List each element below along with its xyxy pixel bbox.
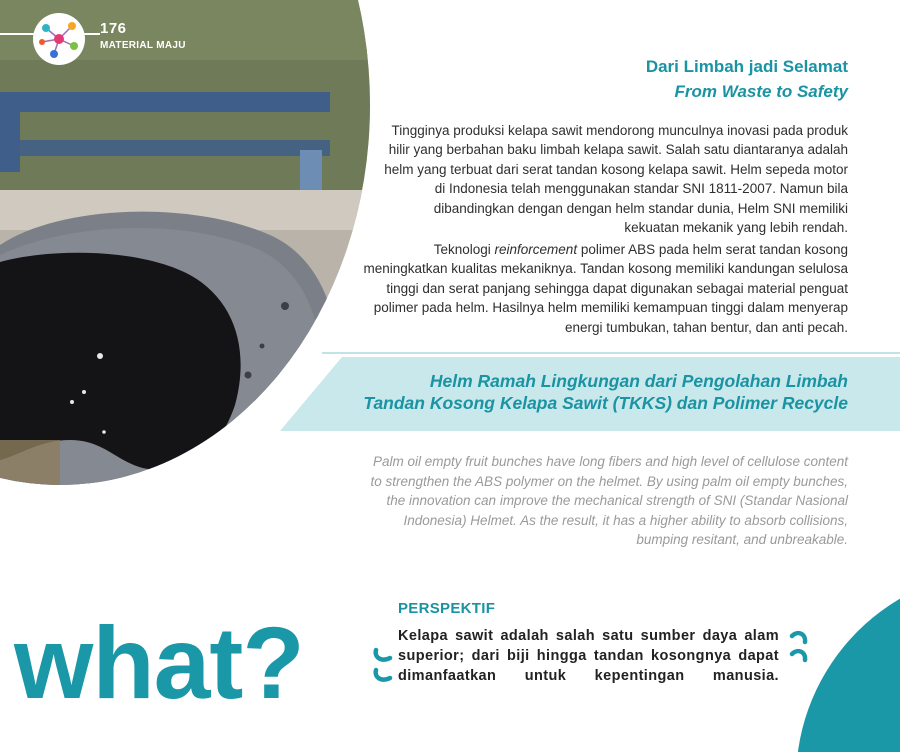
paragraph-2-emphasis: reinforcement bbox=[494, 242, 578, 257]
what-heading: what? bbox=[14, 606, 304, 720]
paragraph-2-start: Teknologi bbox=[433, 242, 495, 257]
decorative-circle bbox=[796, 570, 900, 752]
article-title: Dari Limbah jadi Selamat bbox=[645, 57, 848, 76]
quote-close-icon bbox=[788, 628, 810, 668]
molecule-logo-icon bbox=[32, 12, 86, 66]
article-paragraph-2 bbox=[348, 240, 848, 337]
english-summary: Palm oil empty fruit bunches have long fibers and high level of cellulose content to strengthen the ABS polymer on the helmet. By using palm oil empty bunches, the innovation can improve the mechanical strength of SNI (Standar Nasional Indonesia) Helmet. As the result, it has a higher ability to absorb collisions, bumping resitant, and unbreakable. bbox=[370, 454, 848, 547]
banner-heading-line-2: Tandan Kosong Kelapa Sawit (TKKS) dan Polimer Recycle bbox=[363, 393, 848, 413]
quote-open-icon bbox=[372, 646, 394, 686]
paragraph-2-rest: polimer ABS pada helm serat tandan kosong meningkatkan kualitas mekaniknya. Tandan kosong memiliki kandungan selulosa tinggi dan serat panjang sehingga dapat digunakan sebagai material penguat polimer pada helm. Hasilnya helm memiliki kemampuan tinggi dalam menyerap energi tumbukan, tahan bentur, dan anti pecah. bbox=[363, 242, 848, 335]
perspektif-label: PERSPEKTIF bbox=[398, 600, 496, 617]
banner-heading bbox=[328, 370, 848, 414]
perspektif-quote: Kelapa sawit adalah salah satu sumber daya alam superior; dari biji hingga tandan kosongnya dapat dimanfaatkan untuk kepentingan manusia. bbox=[398, 628, 779, 684]
section-label: MATERIAL MAJU bbox=[100, 40, 186, 51]
article-subtitle: From Waste to Safety bbox=[674, 82, 848, 101]
banner-rule bbox=[322, 352, 900, 354]
article-paragraph-1: Tingginya produksi kelapa sawit mendorong munculnya inovasi pada produk hilir yang berbahan baku limbah kelapa sawit. Salah satu diantaranya adalah helm yang terbuat dari serat tandan kosong kelapa sawit. Helm sepeda motor di Indonesia telah menggunakan standar SNI 1811-2007. Namun bila dibandingkan dengan dengan helm standar dunia, Helm SNI memiliki kekuatan mekanik yang lebih rendah. bbox=[384, 123, 848, 236]
page-number: 176 bbox=[100, 20, 127, 37]
banner-heading-line-1: Helm Ramah Lingkungan dari Pengolahan Limbah bbox=[429, 371, 848, 391]
